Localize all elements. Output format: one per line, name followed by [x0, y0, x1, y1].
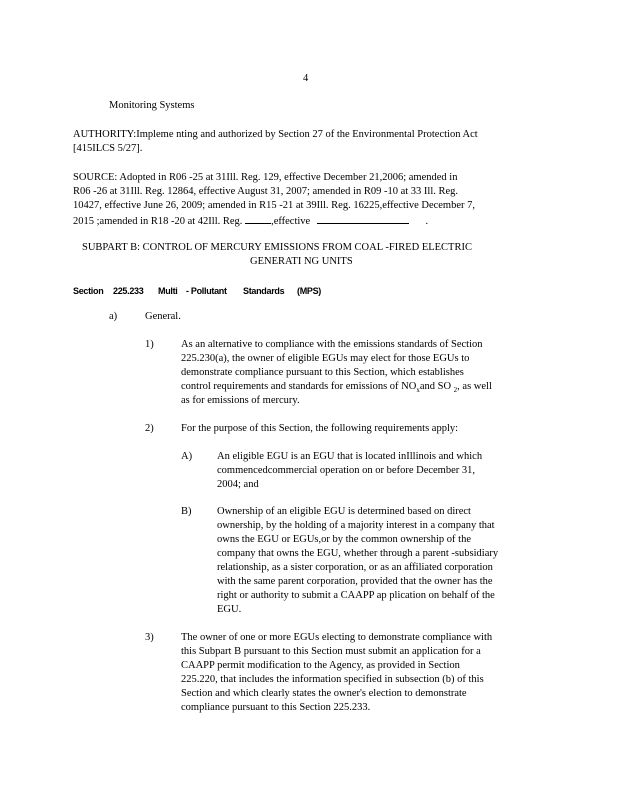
item-3-line-3: CAAPP permit modification to the Agency, as provided in Section — [181, 660, 460, 671]
item-B-line-2: ownership, by the holding of a majority interest in a company that — [217, 520, 495, 531]
item-B-line-3: owns the EGU or EGUs,or by the common ownership of the — [217, 534, 471, 545]
authority-line-2: [415ILCS 5/27]. — [73, 143, 143, 154]
source-line-2: R06 -26 at 31Ill. Reg. 12864, effective August 31, 2007; amended in R09 -10 at 33 Ill. Reg. — [73, 186, 459, 197]
item-A-line-2: commencedcommercial operation on or before December 31, — [217, 465, 476, 476]
item-2-label: 2) — [145, 423, 154, 434]
source-line-4-end: . — [425, 216, 429, 227]
section-title-word-4: (MPS) — [297, 286, 321, 296]
item-3-label: 3) — [145, 632, 154, 643]
source-line-4-start: 2015 ;amended in R18 -20 at 42Ill. Reg. — [73, 216, 243, 227]
subsection-a-title: General. — [145, 311, 181, 322]
section-title-word-3: Standards — [243, 286, 285, 296]
item-3-line-6: compliance pursuant to this Section 225.233. — [181, 702, 371, 713]
section-label: Section — [73, 286, 104, 296]
part-title: Monitoring Systems — [109, 100, 195, 111]
item-3-line-1: The owner of one or more EGUs electing to demonstrate compliance with — [181, 632, 493, 643]
source-line-1: SOURCE: Adopted in R06 -25 at 31Ill. Reg. 129, effective December 21,2006; amended in — [73, 172, 458, 183]
authority-line-1: AUTHORITY:Impleme nting and authorized by Section 27 of the Environmental Protection Act — [73, 129, 478, 140]
item-B-line-5: relationship, as a sister corporation, or as an affiliated corporation — [217, 562, 493, 573]
source-line-3: 10427, effective June 26, 2009; amended in R15 -21 at 39Ill. Reg. 16225,effective December 7, — [73, 200, 475, 211]
item-A-line-3: 2004; and — [217, 479, 259, 490]
subpart-line-2: GENERATI NG UNITS — [250, 256, 353, 267]
item-1-line-1: As an alternative to compliance with the emissions standards of Section — [181, 339, 483, 350]
effective-date-blank — [317, 213, 409, 224]
item-2-text: For the purpose of this Section, the following requirements apply: — [181, 423, 459, 434]
subpart-line-1: SUBPART B: CONTROL OF MERCURY EMISSIONS FROM COAL -FIRED ELECTRIC — [82, 242, 472, 253]
item-B-line-8: EGU. — [217, 604, 242, 615]
subsection-a-label: a) — [109, 311, 118, 322]
item-B-line-4: company that owns the EGU, whether through a parent -subsidiary — [217, 548, 499, 559]
section-title-word-1: Multi — [158, 286, 178, 296]
register-page-blank — [245, 213, 271, 224]
item-B-line-6: with the same parent corporation, provided that the owner has the — [217, 576, 493, 587]
item-1-line-3: demonstrate compliance pursuant to this Section, which establishes — [181, 367, 464, 378]
item-3-line-4: 225.220, that includes the information specified in subsection (b) of this — [181, 674, 484, 685]
item-1-line-4-start: control requirements and standards for emissions of NO — [181, 381, 417, 392]
item-A-line-1: An eligible EGU is an EGU that is located inIllinois and which — [217, 451, 483, 462]
item-1-line-5: as for emissions of mercury. — [181, 395, 300, 406]
so2-subscript: 2 — [453, 386, 458, 395]
item-A-label: A) — [181, 451, 193, 462]
section-code: 225.233 — [113, 286, 144, 296]
source-line-4 — [73, 213, 428, 229]
item-B-line-1: Ownership of an eligible EGU is determined based on direct — [217, 506, 471, 517]
section-title-word-2: - Pollutant — [186, 286, 227, 296]
item-1-line-4-mid: and SO — [419, 381, 452, 392]
item-1-line-2: 225.230(a), the owner of eligible EGUs may elect for those EGUs to — [181, 353, 470, 364]
item-3-line-2: this Subpart B pursuant to this Section must submit an application for a — [181, 646, 481, 657]
nox-subscript: x — [416, 386, 420, 395]
item-1-label: 1) — [145, 339, 154, 350]
item-B-label: B) — [181, 506, 192, 517]
item-3-line-5: Section and which clearly states the owner's election to demonstrate — [181, 688, 467, 699]
item-1-line-4-end: , as well — [457, 381, 492, 392]
source-line-4-effective: ,effective — [271, 216, 311, 227]
item-B-line-7: right or authority to submit a CAAPP ap plication on behalf of the — [217, 590, 495, 601]
page-number: 4 — [303, 73, 309, 84]
